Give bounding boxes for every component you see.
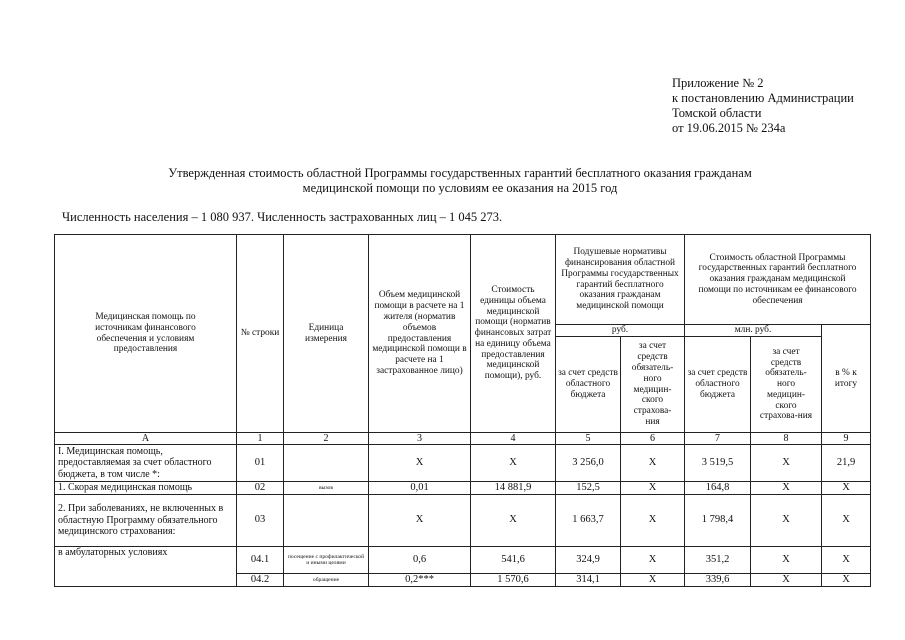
row-unit: посещение с профилактической и иными целями (284, 547, 369, 574)
index-cell: 9 (822, 433, 871, 445)
row-pc-oms: X (621, 574, 685, 587)
appendix-line: от 19.06.2015 № 234а (672, 121, 786, 135)
header-unit-mln: млн. руб. (685, 325, 822, 337)
table-row (55, 445, 871, 482)
index-cell: 5 (556, 433, 621, 445)
title-line: Утвержденная стоимость областной Программы государственных гарантий бесплатного оказания гражданам (168, 166, 752, 180)
row-name: 2. При заболеваниях, не включенных в областную Программу обязательного медицинского страхования: (55, 495, 237, 547)
row-cost-oms: X (751, 495, 822, 547)
row-unit: вызов (284, 482, 369, 495)
table-row (55, 495, 871, 547)
row-volume: X (369, 445, 471, 482)
row-unit (284, 445, 369, 482)
index-cell: 8 (751, 433, 822, 445)
row-unit-cost: 541,6 (471, 547, 556, 574)
row-volume: X (369, 495, 471, 547)
table-row (55, 482, 871, 495)
row-number: 04.1 (237, 547, 284, 574)
header-group-cost: Стоимость областной Программы государственных гарантий бесплатного оказания гражданам медицинской помощи по источникам ее финансового обеспечения (685, 235, 871, 325)
header-unit-rub: руб. (556, 325, 685, 337)
row-volume: 0,6 (369, 547, 471, 574)
row-pc-oms: X (621, 495, 685, 547)
row-unit-cost: 1 570,6 (471, 574, 556, 587)
row-cost-oms: X (751, 547, 822, 574)
index-cell: 1 (237, 433, 284, 445)
row-cost-oms: X (751, 574, 822, 587)
row-pc-budget: 314,1 (556, 574, 621, 587)
row-percent: X (822, 574, 871, 587)
row-cost-budget: 1 798,4 (685, 495, 751, 547)
row-percent: 21,9 (822, 445, 871, 482)
row-volume: 0,2*** (369, 574, 471, 587)
row-pc-budget: 324,9 (556, 547, 621, 574)
row-unit-cost: X (471, 495, 556, 547)
index-cell: 3 (369, 433, 471, 445)
appendix-block (672, 76, 854, 136)
header-col-5: за счет средств областного бюджета (556, 337, 621, 433)
row-number: 01 (237, 445, 284, 482)
cost-table (54, 234, 871, 587)
header-col-7: за счет средств областного бюджета (685, 337, 751, 433)
row-number: 03 (237, 495, 284, 547)
row-cost-budget: 339,6 (685, 574, 751, 587)
row-number: 04.2 (237, 574, 284, 587)
header-col-a: Медицинская помощь по источникам финансового обеспечения и условиям предоставления (55, 235, 237, 433)
index-cell: А (55, 433, 237, 445)
row-pc-oms: X (621, 482, 685, 495)
row-cost-oms: X (751, 482, 822, 495)
index-cell: 2 (284, 433, 369, 445)
header-col-1: № строки (237, 235, 284, 433)
index-cell: 6 (621, 433, 685, 445)
header-col-9: в % к итогу (822, 325, 871, 433)
title-line: медицинской помощи по условиям ее оказания на 2015 год (302, 181, 618, 195)
appendix-line: к постановлению Администрации (672, 91, 854, 105)
row-cost-budget: 351,2 (685, 547, 751, 574)
row-volume: 0,01 (369, 482, 471, 495)
row-unit (284, 495, 369, 547)
row-unit-cost: X (471, 445, 556, 482)
header-col-2: Единица измерения (284, 235, 369, 433)
index-cell: 7 (685, 433, 751, 445)
row-name: в амбулаторных условиях (55, 547, 237, 587)
row-number: 02 (237, 482, 284, 495)
header-col-8: за счет средств обязатель-ного медицин-ского страхова-ния (751, 337, 822, 433)
row-pc-budget: 3 256,0 (556, 445, 621, 482)
header-col-3: Объем медицинской помощи в расчете на 1 жителя (норматив объемов предоставления медицинской помощи в расчете на 1 застрахованное лицо) (369, 235, 471, 433)
document-title (100, 166, 820, 196)
row-pc-budget: 152,5 (556, 482, 621, 495)
row-unit-cost: 14 881,9 (471, 482, 556, 495)
index-cell: 4 (471, 433, 556, 445)
appendix-line: Томской области (672, 106, 762, 120)
population-note: Численность населения – 1 080 937. Численность застрахованных лиц – 1 045 273. (62, 210, 503, 224)
header-col-6: за счет средств обязатель-ного медицин-ского страхова-ния (621, 337, 685, 433)
row-cost-oms: X (751, 445, 822, 482)
row-percent: X (822, 482, 871, 495)
row-percent: X (822, 495, 871, 547)
row-cost-budget: 164,8 (685, 482, 751, 495)
row-pc-oms: X (621, 445, 685, 482)
row-name: I. Медицинская помощь, предоставляемая за счет областного бюджета, в том числе *: (55, 445, 237, 482)
row-cost-budget: 3 519,5 (685, 445, 751, 482)
table-row (55, 547, 871, 574)
header-col-4: Стоимость единицы объема медицинской помощи (норматив финансовых затрат на единицу объема предоставления медицинской помощи), руб. (471, 235, 556, 433)
appendix-line: Приложение № 2 (672, 76, 764, 90)
row-pc-oms: X (621, 547, 685, 574)
row-percent: X (822, 547, 871, 574)
row-name: 1. Скорая медицинская помощь (55, 482, 237, 495)
row-unit: обращение (284, 574, 369, 587)
index-row (55, 433, 871, 445)
row-pc-budget: 1 663,7 (556, 495, 621, 547)
header-group-per-capita: Подушевые нормативы финансирования областной Программы государственных гарантий бесплатного оказания гражданам медицинской помощи (556, 235, 685, 325)
